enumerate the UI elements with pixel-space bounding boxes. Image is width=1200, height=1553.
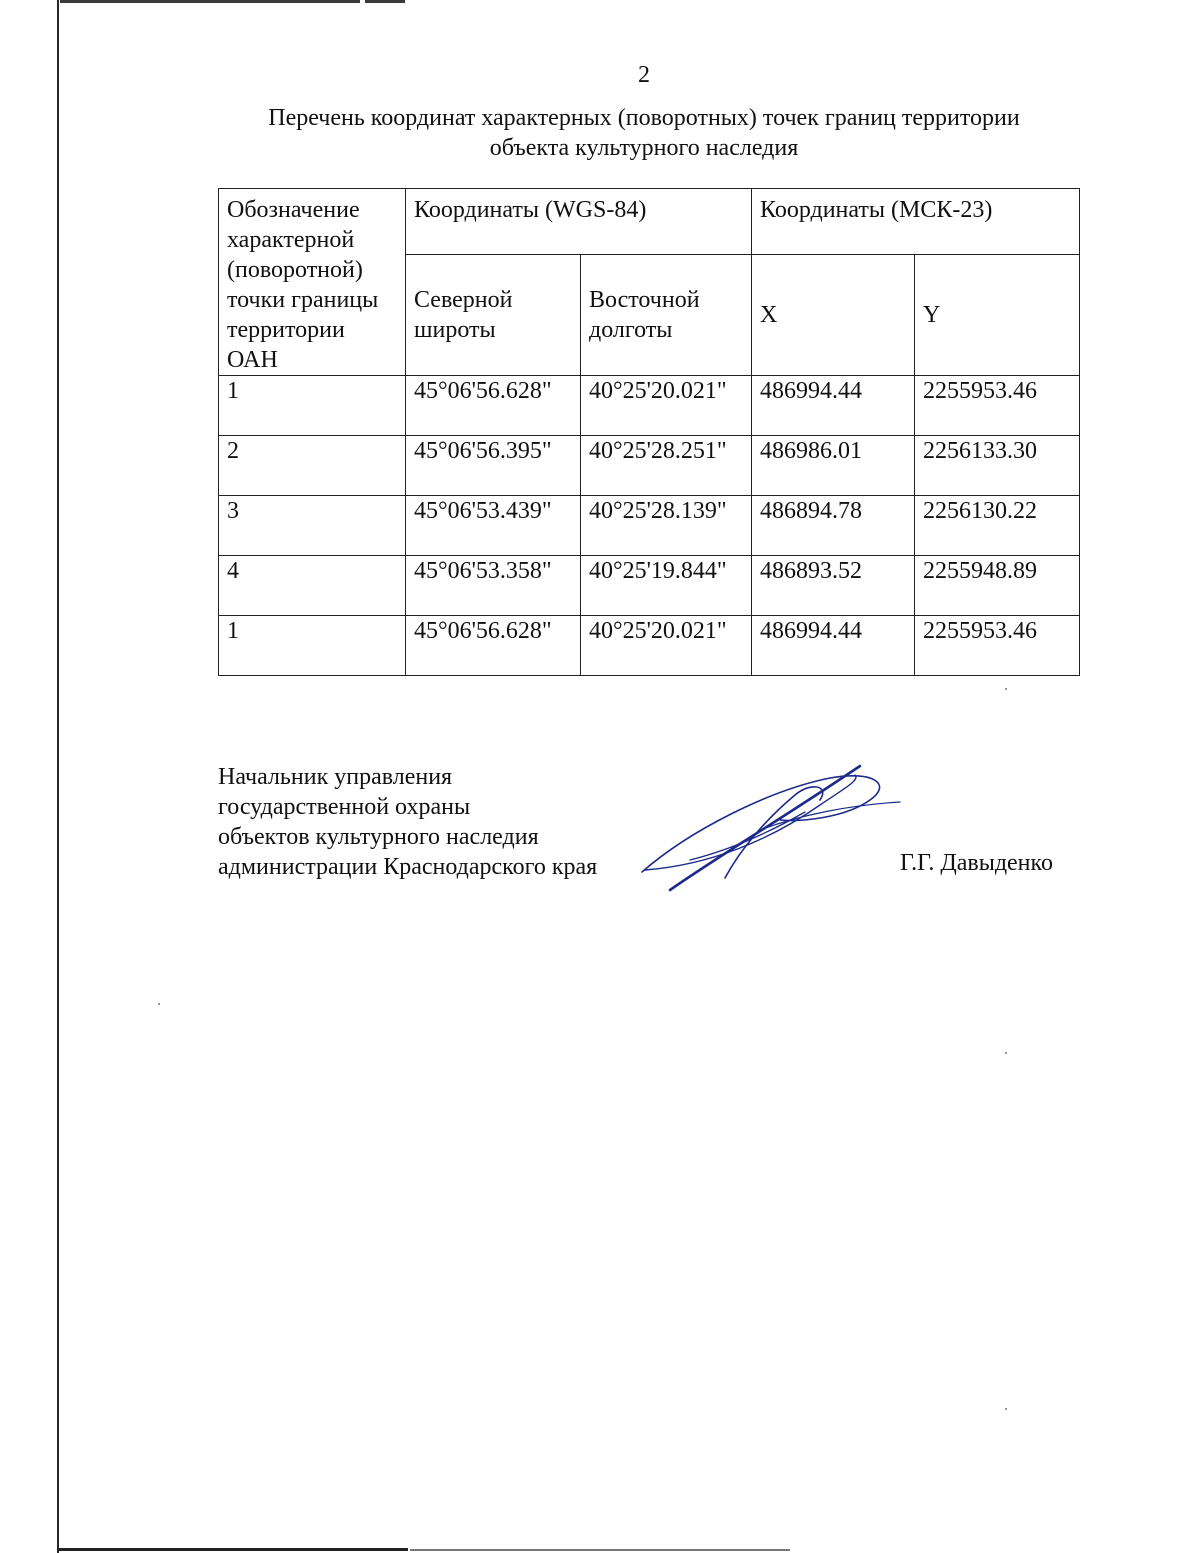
cell-point: 2 <box>219 436 406 496</box>
cell-longitude: 40°25'20.021" <box>581 376 752 436</box>
cell-y: 2256130.22 <box>915 496 1080 556</box>
table-row <box>219 496 1080 556</box>
scan-speck <box>158 1003 160 1005</box>
cell-x: 486986.01 <box>752 436 915 496</box>
page-number: 2 <box>638 62 650 88</box>
cell-y: 2256133.30 <box>915 436 1080 496</box>
position-line: Начальник управления <box>218 764 453 790</box>
cell-x: 486994.44 <box>752 616 915 676</box>
cell-latitude: 45°06'56.628" <box>406 376 581 436</box>
coordinates-table <box>218 188 1080 676</box>
table-header-row <box>219 189 1080 255</box>
scan-edge-left <box>57 0 59 1553</box>
title-line-1: Перечень координат характерных (поворотных) точек границ территории <box>268 105 1020 131</box>
signature-strokes <box>642 766 900 890</box>
cell-point: 4 <box>219 556 406 616</box>
cell-y: 2255953.46 <box>915 376 1080 436</box>
cell-y: 2255948.89 <box>915 556 1080 616</box>
position-line: администрации Краснодарского края <box>218 854 598 880</box>
cell-point: 1 <box>219 616 406 676</box>
handwritten-signature <box>630 760 910 900</box>
cell-x: 486894.78 <box>752 496 915 556</box>
signature-stroke <box>690 812 805 860</box>
cell-latitude: 45°06'53.358" <box>406 556 581 616</box>
signatory-position <box>218 762 597 882</box>
signatory-name: Г.Г. Давыденко <box>900 850 1053 876</box>
table-row <box>219 436 1080 496</box>
cell-longitude: 40°25'19.844" <box>581 556 752 616</box>
header-north-latitude: Северной широты <box>406 254 581 375</box>
cell-longitude: 40°25'20.021" <box>581 616 752 676</box>
position-line: объектов культурного наследия <box>218 824 539 850</box>
scan-edge-top <box>60 0 360 3</box>
table-row <box>219 376 1080 436</box>
header-east-longitude: Восточной долготы <box>581 254 752 375</box>
header-y: Y <box>915 254 1080 375</box>
cell-point: 3 <box>219 496 406 556</box>
cell-latitude: 45°06'53.439" <box>406 496 581 556</box>
scan-speck <box>1005 1408 1007 1410</box>
table-row <box>219 556 1080 616</box>
scan-speck <box>1005 1052 1007 1054</box>
scan-edge-top-fragment <box>365 0 405 3</box>
position-line: государственной охраны <box>218 794 471 820</box>
cell-x: 486994.44 <box>752 376 915 436</box>
signature-stroke <box>642 776 880 872</box>
header-x: X <box>752 254 915 375</box>
header-wgs84: Координаты (WGS-84) <box>406 189 752 255</box>
cell-longitude: 40°25'28.139" <box>581 496 752 556</box>
cell-latitude: 45°06'56.628" <box>406 616 581 676</box>
cell-y: 2255953.46 <box>915 616 1080 676</box>
scan-edge-bottom <box>58 1548 408 1551</box>
title-line-2: объекта культурного наследия <box>489 135 799 161</box>
scan-edge-bottom-fragment <box>410 1549 790 1551</box>
cell-latitude: 45°06'56.395" <box>406 436 581 496</box>
cell-point: 1 <box>219 376 406 436</box>
scan-speck <box>1005 688 1007 690</box>
table-row <box>219 616 1080 676</box>
cell-x: 486893.52 <box>752 556 915 616</box>
header-point-designation: Обозначение характерной (поворотной) точки границы территории ОАН <box>219 189 406 376</box>
cell-longitude: 40°25'28.251" <box>581 436 752 496</box>
header-msk23: Координаты (МСК-23) <box>752 189 1080 255</box>
document-title <box>200 103 1088 163</box>
